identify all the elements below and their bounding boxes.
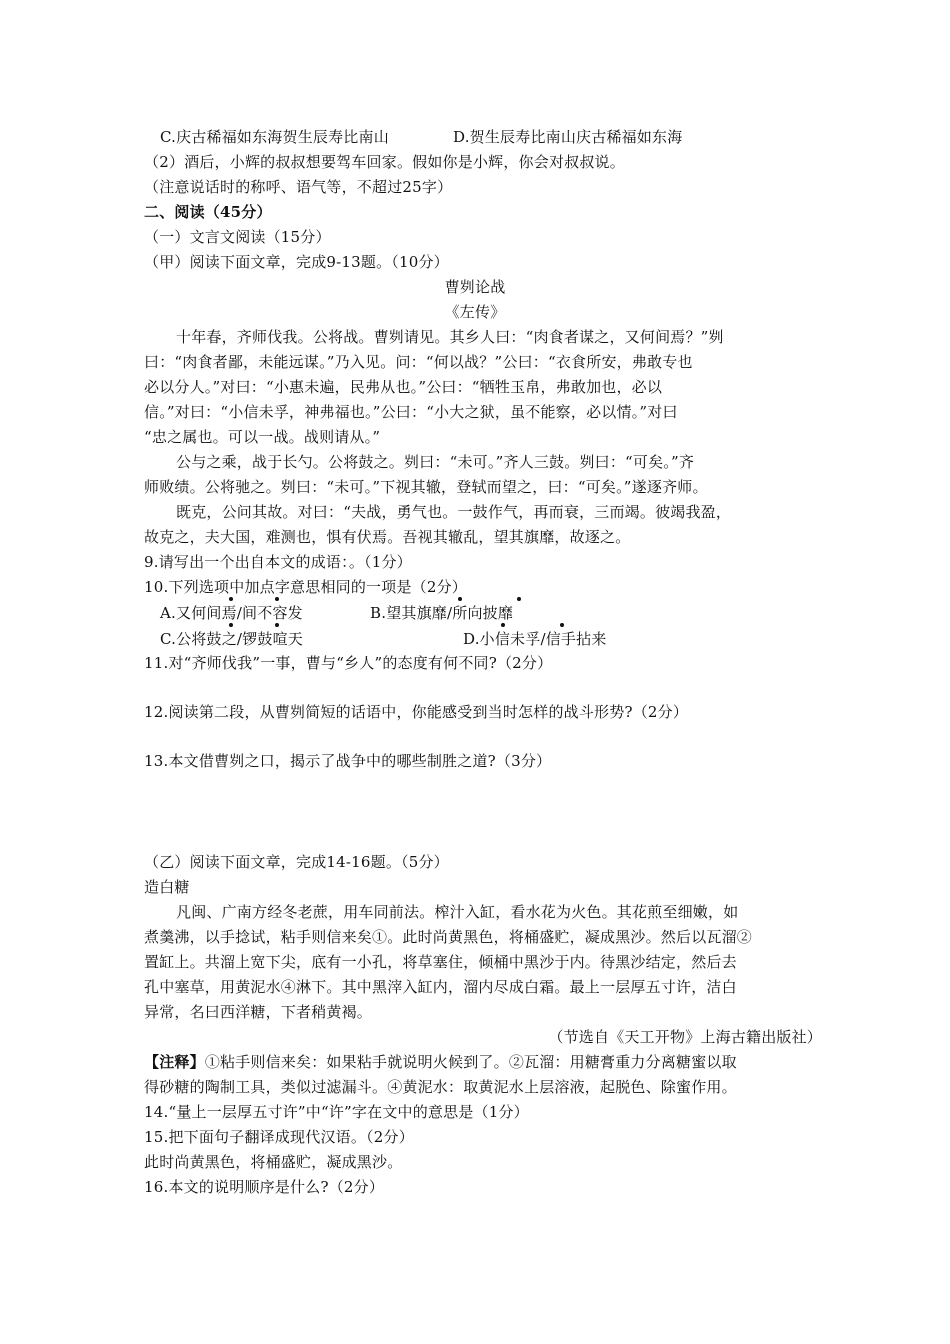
emphasis-dot xyxy=(275,597,279,601)
question-9: 9.请写出一个出自本文的成语：。（1分） xyxy=(144,553,412,571)
question-14: 14.“量上一层厚五寸许”中“许”字在文中的意思是（1分） xyxy=(144,1103,529,1121)
emphasis-dot xyxy=(229,623,233,627)
paragraph-3-line: 既克，公问其故。对曰：“夫战，勇气也。一鼓作气，再而衰，三而竭。彼竭我盈， xyxy=(176,503,732,521)
essay-2-source: （节选自《天工开物》上海古籍出版社） xyxy=(548,1028,822,1046)
paragraph-2-line: 公与之乘，战于长勺。公将鼓之。刿曰：“未可。”齐人三鼓。刿曰：“可矣。”齐 xyxy=(176,453,695,471)
emphasis-dot xyxy=(275,623,279,627)
paragraph-4-line: 凡闽、广南方经冬老蔗，用车同前法。榨汁入缸，看水花为火色。其花煎至细嫩，如 xyxy=(176,903,739,921)
annotation-label: 【注释】 xyxy=(144,1053,205,1071)
paragraph-4-line: 置缸上。共溜上宽下尖，底有一小孔，将草塞住，倾桶中黑沙于内。待黑沙结定，然后去 xyxy=(144,953,737,971)
part-a-heading: （甲）阅读下面文章，完成9-13题。（10分） xyxy=(144,253,449,271)
paragraph-1-line: “忠之属也。可以一战。战则请从。” xyxy=(144,428,381,446)
question-10-option-a: A.又何间焉/间不容发 xyxy=(160,604,303,622)
question-2: （2）酒后，小辉的叔叔想要驾车回家。假如你是小辉，你会对叔叔说。 xyxy=(144,153,625,171)
question-15: 15.把下面句子翻译成现代汉语。（2分） xyxy=(144,1128,414,1146)
essay-2-title: 造白糖 xyxy=(144,878,190,896)
annotation-text: ①粘手则信来矣：如果粘手就说明火候到了。②瓦溜：用糖膏重力分离糖蜜以取 xyxy=(204,1053,737,1071)
emphasis-dot xyxy=(458,597,462,601)
question-10-option-c: C.公将鼓之/锣鼓喧天 xyxy=(160,630,303,648)
question-16: 16.本文的说明顺序是什么?（2分） xyxy=(144,1178,385,1196)
paragraph-4-line: 异常，名曰西洋糖，下者稍黄褐。 xyxy=(144,1003,373,1021)
annotation-line-2: 得砂糖的陶制工具，类似过滤漏斗。④黄泥水：取黄泥水上层溶液，起脱色、除蜜作用。 xyxy=(144,1078,737,1096)
emphasis-dot xyxy=(517,597,521,601)
option-c: C.庆古稀福如东海贺生辰寿比南山 xyxy=(160,128,389,146)
question-2-note: （注意说话时的称呼、语气等，不超过25字） xyxy=(144,178,453,196)
emphasis-dot xyxy=(229,597,233,601)
annotation-line-1 xyxy=(144,1050,737,1074)
paragraph-1-line: 曰：“肉食者鄙，未能远谋。”乃入见。问：“何以战？”公曰：“衣食所安，弗敢专也 xyxy=(144,353,693,371)
question-15-sentence: 此时尚黄黑色，将桶盛贮，凝成黑沙。 xyxy=(144,1153,403,1171)
emphasis-dot xyxy=(560,623,564,627)
paragraph-2-line: 师败绩。公将驰之。刿曰：“未可。”下视其辙，登轼而望之，曰：“可矣。”遂逐齐师。 xyxy=(144,478,708,496)
question-11: 11.对“齐师伐我”一事，曹与“乡人”的态度有何不同?（2分） xyxy=(144,654,553,672)
option-d: D.贺生辰寿比南山庆古稀福如东海 xyxy=(453,128,683,146)
paragraph-4-line: 煮羹沸，以手捻试，粘手则信来矣①。此时尚黄黑色，将桶盛贮，凝成黑沙。然后以瓦溜② xyxy=(144,928,753,946)
essay-source: 《左传》 xyxy=(444,303,506,321)
paragraph-3-line: 故克之，夫大国，难测也，惧有伏焉。吾视其辙乱，望其旗靡，故逐之。 xyxy=(144,528,631,546)
subsection-title: （一）文言文阅读（15分） xyxy=(144,228,331,246)
paragraph-1-line: 十年春，齐师伐我。公将战。曹刿请见。其乡人曰：“肉食者谋之，又何间焉？”刿 xyxy=(176,328,724,346)
question-10-option-b: B.望其旗靡/所向披靡 xyxy=(370,604,514,622)
paragraph-4-line: 孔中塞草，用黄泥水④淋下。其中黑滓入缸内，溜内尽成白霜。最上一层厚五寸许，洁白 xyxy=(144,978,737,996)
question-10-option-d: D.小信未孚/信手拈来 xyxy=(463,630,607,648)
essay-title: 曹刿论战 xyxy=(444,278,506,296)
question-13: 13.本文借曹刿之口，揭示了战争中的哪些制胜之道?（3分） xyxy=(144,752,552,770)
paragraph-1-line: 信。”对曰：“小信未孚，神弗福也。”公曰：“小大之狱，虽不能察，必以情。”对曰 xyxy=(144,403,678,421)
part-b-heading: （乙）阅读下面文章，完成14-16题。（5分） xyxy=(144,853,449,871)
question-10: 10.下列选项中加点字意思相同的一项是（2分） xyxy=(144,578,468,596)
question-12: 12.阅读第二段，从曹刿简短的话语中，你能感受到当时怎样的战斗形势?（2分） xyxy=(144,703,689,721)
paragraph-1-line: 必以分人。”对曰：“小惠未遍，民弗从也。”公曰：“牺牲玉帛，弗敢加也，必以 xyxy=(144,378,663,396)
emphasis-dot xyxy=(501,623,505,627)
section-title: 二、阅读（45分） xyxy=(144,203,272,221)
